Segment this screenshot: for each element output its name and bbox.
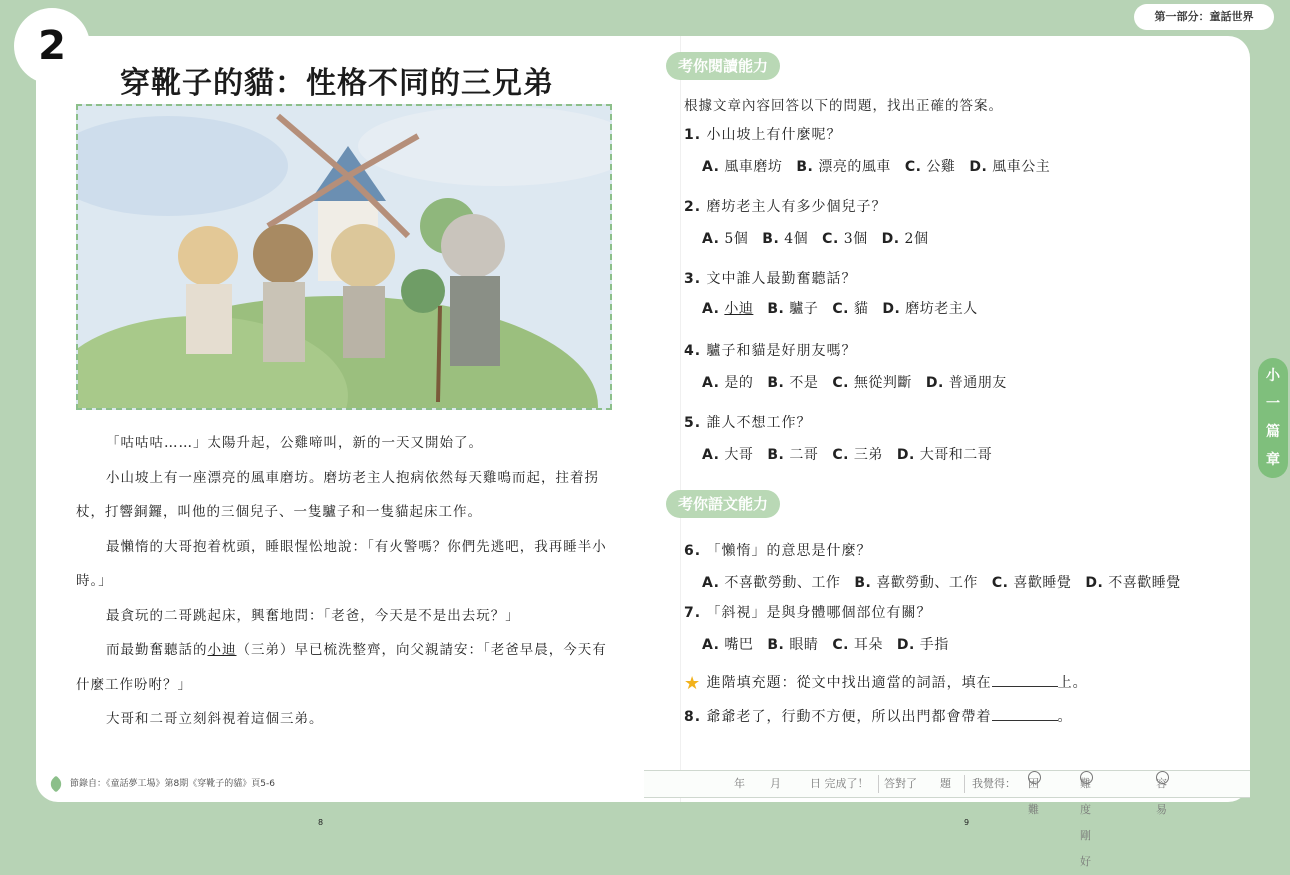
answer-option[interactable] — [762, 231, 808, 247]
answer-blank[interactable] — [992, 708, 1058, 721]
option-letter: C. — [832, 301, 849, 317]
answer-option[interactable] — [832, 301, 868, 317]
story-paragraph: 小山坡上有一座漂亮的風車磨坊。磨坊老主人抱病依然每天雞鳴而起，拄着拐杖，打響銅鑼，叫他的三個兒子、一隻驢子和一隻貓起床工作。 — [76, 469, 599, 520]
question-text — [684, 540, 872, 560]
story-text-segment: 而最勤奮聽話的 — [106, 642, 208, 658]
answer-option[interactable] — [702, 301, 753, 317]
page-number-left: 8 — [318, 818, 324, 827]
option-text: 4個 — [784, 231, 809, 247]
answer-option[interactable] — [702, 159, 782, 175]
option-letter: D. — [896, 447, 915, 463]
option-letter: A. — [702, 575, 720, 591]
option-letter: B. — [767, 301, 785, 317]
option-letter: D. — [969, 159, 988, 175]
feel-label: 我覺得： — [972, 777, 1016, 790]
answer-option[interactable] — [905, 159, 956, 175]
question-text — [684, 602, 932, 622]
question-prompt: 「懶惰」的意思是什麼？ — [706, 543, 872, 559]
answer-options — [702, 156, 1064, 176]
option-letter: B. — [796, 159, 814, 175]
option-text: 驢子 — [789, 301, 819, 317]
answer-option[interactable] — [969, 159, 1050, 175]
feel-hard-label: 困難 — [1028, 777, 1039, 816]
language-section-heading: 考你語文能力 — [666, 490, 780, 518]
side-tab-char: 篇 — [1266, 424, 1280, 440]
option-text: 不喜歡睡覺 — [1108, 575, 1181, 591]
side-tab-char: 小 — [1266, 368, 1280, 384]
option-text: 三弟 — [853, 447, 883, 463]
question-prompt: 文中誰人最勤奮聽話？ — [706, 271, 857, 287]
answer-option[interactable] — [796, 159, 890, 175]
page-number-right: 9 — [964, 818, 970, 827]
question-number: 4. — [684, 343, 702, 359]
divider — [878, 775, 879, 793]
answer-option[interactable] — [926, 375, 1007, 391]
option-letter: C. — [832, 375, 849, 391]
option-text: 5個 — [724, 231, 749, 247]
question-prompt: 驢子和貓是好朋友嗎？ — [706, 343, 857, 359]
blank-line — [992, 674, 1058, 687]
month-label: 月 — [770, 777, 781, 790]
question-text — [684, 196, 887, 216]
answer-option[interactable] — [767, 447, 818, 463]
option-text: 貓 — [853, 301, 869, 317]
side-tab — [1258, 358, 1288, 478]
option-text: 無從判斷 — [853, 375, 912, 391]
divider — [964, 775, 965, 793]
page-title: 穿靴子的貓：性格不同的三兄弟 — [120, 66, 554, 101]
story-paragraph — [76, 633, 616, 702]
underlined-name: 小迪 — [207, 642, 237, 658]
source-text: 節錄自：《童話夢工場》第8期《穿靴子的貓》頁5-6 — [70, 779, 275, 789]
question-text — [684, 412, 812, 432]
option-text: 不喜歡勞動、工作 — [724, 575, 841, 591]
advanced-text-end: 上。 — [1057, 675, 1088, 691]
answer-option[interactable] — [702, 447, 753, 463]
option-letter: C. — [822, 231, 839, 247]
feel-easy-label: 容易 — [1156, 777, 1167, 816]
question-text — [684, 268, 857, 288]
option-text: 喜歡勞動、工作 — [876, 575, 978, 591]
option-letter: C. — [904, 159, 922, 175]
option-text: 普通朋友 — [948, 375, 1007, 391]
answer-option[interactable] — [832, 447, 883, 463]
instruction-text: 根據文章內容回答以下的問題，找出正確的答案。 — [684, 98, 1003, 114]
done-label: 日 完成了！ — [810, 777, 869, 790]
option-letter: D. — [896, 637, 915, 653]
feel-ok-label: 難度剛好 — [1080, 777, 1091, 868]
option-text: 大哥和二哥 — [919, 447, 993, 463]
option-letter: A. — [702, 231, 720, 247]
question-text — [684, 124, 842, 144]
option-text: 小迪 — [724, 301, 754, 317]
option-text: 二哥 — [789, 447, 819, 463]
leaf-icon — [48, 775, 65, 792]
option-text: 2個 — [904, 231, 929, 247]
option-letter: D. — [881, 231, 900, 247]
answer-option[interactable] — [832, 637, 883, 653]
answer-options — [702, 372, 1021, 392]
option-text: 眼睛 — [789, 637, 819, 653]
side-tab-char: 一 — [1266, 396, 1280, 412]
option-letter: C. — [832, 447, 849, 463]
option-letter: A. — [702, 375, 720, 391]
question-number: 2. — [684, 199, 702, 215]
answer-option[interactable] — [854, 575, 977, 591]
option-text: 是的 — [724, 375, 754, 391]
option-text: 漂亮的風車 — [818, 159, 891, 175]
answer-option[interactable] — [822, 231, 867, 247]
option-text: 大哥 — [724, 447, 754, 463]
story-paragraph: 最懶惰的大哥抱着枕頭，睡眼惺忪地說：「有火警嗎？你們先逃吧，我再睡半小時。」 — [76, 538, 607, 589]
option-text: 不是 — [789, 375, 819, 391]
option-letter: D. — [1085, 575, 1104, 591]
year-label: 年 — [734, 777, 745, 790]
answer-options — [702, 444, 1006, 464]
option-text: 公雞 — [926, 159, 956, 175]
side-tab-char: 章 — [1266, 452, 1280, 468]
answer-option[interactable] — [1085, 575, 1180, 591]
story-paragraph: 「咕咕咕……」太陽升起，公雞啼叫，新的一天又開始了。 — [106, 435, 483, 451]
source-citation — [50, 776, 275, 790]
answer-option[interactable] — [702, 637, 753, 653]
option-letter: A. — [702, 447, 720, 463]
question-prompt: 磨坊老主人有多少個兒子？ — [706, 199, 887, 215]
story-paragraph: 最貪玩的二哥跳起床，興奮地問：「老爸，今天是不是出去玩？」 — [106, 607, 520, 624]
story-text-segment: （三弟）早已梳洗整齊，向父親請安：「老爸早晨，今天有什麼工作吩咐？」 — [76, 642, 607, 693]
answer-option[interactable] — [882, 301, 977, 317]
story-illustration — [76, 104, 612, 410]
answer-option[interactable] — [832, 375, 912, 391]
question-text — [684, 340, 857, 360]
answer-option[interactable] — [897, 447, 992, 463]
answer-options — [702, 572, 1195, 592]
star-icon: ★ — [684, 673, 702, 694]
correct-label: 答對了 — [884, 777, 917, 790]
option-text: 喜歡睡覺 — [1013, 575, 1072, 591]
answer-option[interactable] — [897, 637, 949, 653]
lesson-number: 2 — [14, 8, 90, 84]
question-prompt: 「斜視」是與身體哪個部位有關？ — [706, 605, 932, 621]
answer-option[interactable] — [702, 231, 748, 247]
question-number: 1. — [684, 127, 702, 143]
answer-options — [702, 634, 963, 654]
question-number: 7. — [684, 605, 702, 621]
option-text: 耳朵 — [853, 637, 883, 653]
option-letter: B. — [767, 447, 785, 463]
page-divider — [680, 36, 681, 802]
reading-section-heading: 考你閱讀能力 — [666, 52, 780, 80]
question-number: 3. — [684, 271, 702, 287]
question-number: 8. — [684, 709, 702, 725]
option-letter: B. — [762, 231, 780, 247]
answer-option[interactable] — [767, 637, 818, 653]
advanced-fill-in — [684, 672, 1088, 694]
option-letter: A. — [702, 637, 720, 653]
option-letter: C. — [832, 637, 849, 653]
answer-option[interactable] — [767, 375, 818, 391]
option-letter: A. — [702, 301, 720, 317]
option-text: 3個 — [843, 231, 868, 247]
option-text: 風車公主 — [992, 159, 1051, 175]
answer-option[interactable] — [702, 375, 753, 391]
answer-option[interactable] — [702, 575, 840, 591]
option-text: 手指 — [919, 637, 949, 653]
questions-unit-label: 題 — [940, 777, 951, 790]
option-letter: B. — [767, 375, 785, 391]
advanced-text: 進階填充題：從文中找出適當的詞語，填在 — [706, 675, 992, 691]
question-text: 爺爺老了，行動不方便，所以出門都會帶着 — [706, 709, 992, 725]
answer-options — [702, 298, 992, 318]
answer-option[interactable] — [992, 575, 1072, 591]
answer-option[interactable] — [882, 231, 929, 247]
question-text-end: 。 — [1057, 709, 1073, 725]
option-letter: B. — [767, 637, 785, 653]
option-letter: C. — [991, 575, 1009, 591]
option-letter: A. — [702, 159, 720, 175]
answer-options — [702, 228, 942, 248]
option-letter: D. — [925, 375, 944, 391]
completion-bar — [644, 770, 1250, 868]
answer-option[interactable] — [767, 301, 818, 317]
question-8 — [684, 706, 1073, 726]
windmill-illustration — [78, 106, 610, 408]
question-prompt: 誰人不想工作？ — [706, 415, 812, 431]
option-letter: D. — [882, 301, 901, 317]
story-paragraph: 大哥和二哥立刻斜視着這個三弟。 — [106, 711, 324, 727]
question-number: 5. — [684, 415, 702, 431]
option-text: 嘴巴 — [724, 637, 754, 653]
section-label: 第一部分：童話世界 — [1134, 4, 1274, 30]
option-letter: B. — [854, 575, 872, 591]
question-prompt: 小山坡上有什麼呢？ — [706, 127, 842, 143]
story-text — [76, 426, 616, 737]
option-text: 風車磨坊 — [724, 159, 783, 175]
option-text: 磨坊老主人 — [905, 301, 978, 317]
question-number: 6. — [684, 543, 702, 559]
